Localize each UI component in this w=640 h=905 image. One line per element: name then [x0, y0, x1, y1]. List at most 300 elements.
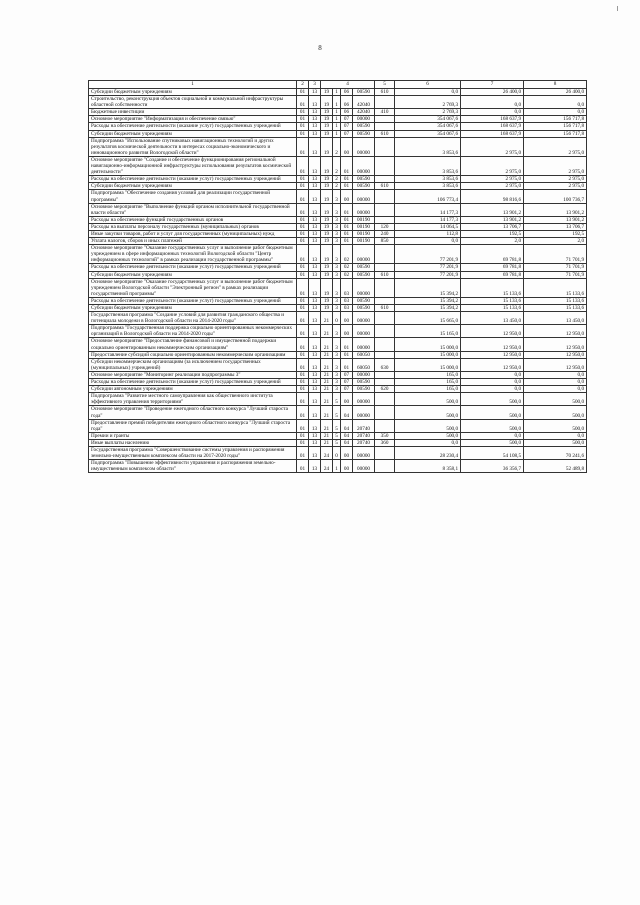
direction-code: 00000 [353, 338, 375, 351]
direction-code: 20740 [353, 419, 375, 432]
event-code: 01 [341, 358, 353, 371]
subprogram-code: 3 [333, 245, 341, 264]
amount-col7: 0,0 [461, 371, 524, 378]
column-header: 2 [297, 81, 309, 89]
amount-col8: 156 717,8 [524, 123, 587, 130]
direction-code: 20740 [353, 432, 375, 439]
amount-col6: 0,0 [395, 238, 461, 245]
amount-col8: 0,0 [524, 386, 587, 393]
row-name: Подпрограмма "Развитие местного самоуправления как общественного института эффективного управления территориями" [89, 393, 297, 406]
event-code: 07 [341, 379, 353, 386]
program-code: 19 [321, 238, 333, 245]
table-row [89, 379, 587, 386]
amount-col8: 2,0 [524, 238, 587, 245]
amount-col7: 69 781,8 [461, 271, 524, 278]
table-row [89, 432, 587, 439]
amount-col7: 500,0 [461, 406, 524, 419]
table-row [89, 278, 587, 297]
amount-col8: 0,0 [524, 371, 587, 378]
event-code: 01 [341, 223, 353, 230]
program-code: 19 [321, 183, 333, 190]
expense-type-code [375, 190, 395, 203]
section-code: 01 [297, 123, 309, 130]
amount-col8: 0,0 [524, 96, 587, 109]
event-code: 00 [341, 460, 353, 473]
direction-code: 00000 [353, 156, 375, 175]
row-name: Основное мероприятие "Оказание государственных услуг и выполнение работ бюджетным учреждением Вологодской области "Электронный регион" в рамках реализации государственной программы" [89, 278, 297, 297]
subprogram-code: 1 [333, 96, 341, 109]
subprogram-code: 3 [333, 379, 341, 386]
direction-code: 00590 [353, 297, 375, 304]
amount-col8: 2 975,0 [524, 137, 587, 156]
program-code: 24 [321, 460, 333, 473]
amount-col6: 14 064,5 [395, 223, 461, 230]
section-code: 01 [297, 406, 309, 419]
table-row [89, 312, 587, 325]
amount-col6: 500,0 [395, 419, 461, 432]
event-code: 06 [341, 96, 353, 109]
program-code: 19 [321, 271, 333, 278]
amount-col8: 12 950,0 [524, 358, 587, 371]
direction-code: 00000 [353, 371, 375, 378]
amount-col6: 15 000,0 [395, 338, 461, 351]
amount-col8: 12 950,0 [524, 338, 587, 351]
event-code: 03 [341, 297, 353, 304]
subsection-code: 13 [309, 432, 321, 439]
amount-col6: 15 000,0 [395, 358, 461, 371]
program-code: 19 [321, 245, 333, 264]
amount-col8: 192,5 [524, 230, 587, 237]
subprogram-code: 2 [333, 137, 341, 156]
direction-code: 60050 [353, 358, 375, 371]
table-row [89, 176, 587, 183]
table-row [89, 419, 587, 432]
amount-col6: 500,0 [395, 393, 461, 406]
amount-col6: 77 201,9 [395, 245, 461, 264]
expense-type-code [375, 123, 395, 130]
subsection-code: 13 [309, 379, 321, 386]
amount-col8: 2 975,0 [524, 176, 587, 183]
amount-col8: 500,0 [524, 419, 587, 432]
event-code: 07 [341, 371, 353, 378]
event-code: 00 [341, 137, 353, 156]
program-code: 21 [321, 386, 333, 393]
amount-col8: 156 717,8 [524, 116, 587, 123]
table-row [89, 123, 587, 130]
column-header: 8 [524, 81, 587, 89]
program-code: 21 [321, 393, 333, 406]
amount-col6: 14 177,3 [395, 216, 461, 223]
program-code: 21 [321, 371, 333, 378]
table-row [89, 264, 587, 271]
subsection-code: 13 [309, 419, 321, 432]
program-code: 19 [321, 216, 333, 223]
amount-col7: 168 637,9 [461, 130, 524, 137]
row-name: Подпрограмма "Государственная поддержка социально ориентированных некоммерческих организаций в Вологодской области на 2014-2020 годы" [89, 325, 297, 338]
row-name: Субсидии автономным учреждениям [89, 386, 297, 393]
amount-col7: 500,0 [461, 393, 524, 406]
section-code: 01 [297, 460, 309, 473]
amount-col7: 0,0 [461, 432, 524, 439]
program-code: 19 [321, 223, 333, 230]
section-code: 01 [297, 245, 309, 264]
amount-col7: 36 356,7 [461, 460, 524, 473]
expense-type-code [375, 216, 395, 223]
amount-col8: 500,0 [524, 393, 587, 406]
table-row [89, 460, 587, 473]
amount-col7: 98 816,6 [461, 190, 524, 203]
direction-code: 00190 [353, 216, 375, 223]
section-code: 01 [297, 190, 309, 203]
amount-col8: 0,0 [524, 379, 587, 386]
amount-col8: 100 736,7 [524, 190, 587, 203]
section-code: 01 [297, 305, 309, 312]
program-code: 19 [321, 130, 333, 137]
amount-col8: 156 717,8 [524, 130, 587, 137]
amount-col6: 2 769,3 [395, 96, 461, 109]
amount-col6: 3 853,6 [395, 137, 461, 156]
table-row [89, 325, 587, 338]
expense-type-code: 350 [375, 432, 395, 439]
amount-col7: 13 706,7 [461, 223, 524, 230]
expense-type-code [375, 176, 395, 183]
subsection-code: 13 [309, 156, 321, 175]
program-code: 21 [321, 439, 333, 446]
amount-col6: 3 853,6 [395, 176, 461, 183]
table-row [89, 238, 587, 245]
amount-col7: 192,5 [461, 230, 524, 237]
event-code: 01 [341, 156, 353, 175]
amount-col7: 12 950,0 [461, 351, 524, 358]
amount-col6: 3 853,6 [395, 183, 461, 190]
row-name: Субсидии бюджетным учреждениям [89, 305, 297, 312]
amount-col8: 2 975,0 [524, 183, 587, 190]
row-name: Основное мероприятие "Оказание государственных услуг и выполнение работ бюджетным учреждением в сфере информационных технологий Вологодской области "Центр информационных технологий" в рамках реализации государственной программы" [89, 245, 297, 264]
section-code: 01 [297, 439, 309, 446]
section-code: 01 [297, 96, 309, 109]
subsection-code: 13 [309, 297, 321, 304]
event-code: 00 [341, 393, 353, 406]
subprogram-code: 1 [333, 130, 341, 137]
subsection-code: 13 [309, 183, 321, 190]
event-code: 01 [341, 351, 353, 358]
amount-col8: 12 950,0 [524, 325, 587, 338]
direction-code: 20740 [353, 439, 375, 446]
subsection-code: 13 [309, 393, 321, 406]
direction-code: 00000 [353, 245, 375, 264]
expense-type-code [375, 312, 395, 325]
subprogram-code: 3 [333, 264, 341, 271]
section-code: 01 [297, 216, 309, 223]
subprogram-code: 3 [333, 358, 341, 371]
subprogram-code: 3 [333, 371, 341, 378]
amount-col6: 165,0 [395, 379, 461, 386]
subsection-code: 13 [309, 386, 321, 393]
event-code: 01 [341, 176, 353, 183]
subsection-code: 13 [309, 264, 321, 271]
table-row [89, 439, 587, 446]
amount-col7: 0,0 [461, 386, 524, 393]
expense-type-code [375, 96, 395, 109]
table-row [89, 156, 587, 175]
table-row [89, 358, 587, 371]
expense-type-code [375, 460, 395, 473]
amount-col6: 354 067,6 [395, 130, 461, 137]
row-name: Расходы на обеспечение функций государственных органов [89, 216, 297, 223]
amount-col7: 0,0 [461, 379, 524, 386]
amount-col6: 77 201,9 [395, 271, 461, 278]
amount-col6: 112,8 [395, 230, 461, 237]
amount-col7: 54 108,5 [461, 446, 524, 459]
program-code: 19 [321, 116, 333, 123]
amount-col7: 12 950,0 [461, 338, 524, 351]
amount-col6: 15 000,0 [395, 351, 461, 358]
section-code: 01 [297, 358, 309, 371]
direction-code: 00590 [353, 123, 375, 130]
row-name: Субсидии бюджетным учреждениям [89, 89, 297, 96]
program-code: 19 [321, 264, 333, 271]
amount-col6: 14 177,3 [395, 203, 461, 216]
section-code: 01 [297, 203, 309, 216]
row-name: Строительство, реконструкция объектов социальной и коммунальной инфраструктуры областной собственности [89, 96, 297, 109]
table-header-row [89, 81, 587, 89]
amount-col8: 2 975,0 [524, 156, 587, 175]
amount-col6: 8 358,1 [395, 460, 461, 473]
event-code: 06 [341, 109, 353, 116]
amount-col7: 12 950,0 [461, 358, 524, 371]
row-name: Расходы на обеспечение деятельности (оказание услуг) государственных учреждений [89, 264, 297, 271]
subprogram-code: 3 [333, 271, 341, 278]
table-row [89, 89, 587, 96]
table-row [89, 386, 587, 393]
subprogram-code: 3 [333, 338, 341, 351]
subprogram-code: 3 [333, 278, 341, 297]
subsection-code: 13 [309, 305, 321, 312]
section-code: 01 [297, 183, 309, 190]
direction-code: 00590 [353, 386, 375, 393]
program-code: 19 [321, 109, 333, 116]
section-code: 01 [297, 338, 309, 351]
amount-col6: 500,0 [395, 432, 461, 439]
section-code: 01 [297, 238, 309, 245]
direction-code: 00590 [353, 130, 375, 137]
program-code: 21 [321, 419, 333, 432]
section-code: 01 [297, 297, 309, 304]
amount-col7: 2 975,0 [461, 176, 524, 183]
column-header: 6 [395, 81, 461, 89]
expense-type-code [375, 406, 395, 419]
subprogram-code: 1 [333, 89, 341, 96]
row-name: Субсидии бюджетным учреждениям [89, 271, 297, 278]
amount-col8: 13 901,2 [524, 216, 587, 223]
amount-col7: 12 950,0 [461, 325, 524, 338]
subprogram-code: 3 [333, 305, 341, 312]
amount-col6: 28 230,4 [395, 446, 461, 459]
event-code: 01 [341, 230, 353, 237]
amount-col8: 70 241,6 [524, 446, 587, 459]
direction-code: 60050 [353, 351, 375, 358]
subsection-code: 13 [309, 358, 321, 371]
row-name: Иные выплаты населению [89, 439, 297, 446]
subprogram-code: 5 [333, 406, 341, 419]
row-name: Основное мероприятие "Информатизация и обеспечение связью" [89, 116, 297, 123]
subsection-code: 13 [309, 130, 321, 137]
expense-type-code [375, 137, 395, 156]
direction-code: 00000 [353, 203, 375, 216]
direction-code: 00590 [353, 183, 375, 190]
direction-code: 00000 [353, 312, 375, 325]
table-row [89, 371, 587, 378]
program-code: 21 [321, 432, 333, 439]
table-row [89, 230, 587, 237]
direction-code: 00000 [353, 278, 375, 297]
event-code: 01 [341, 338, 353, 351]
program-code: 19 [321, 278, 333, 297]
direction-code: 00590 [353, 89, 375, 96]
section-code: 01 [297, 89, 309, 96]
section-code: 01 [297, 393, 309, 406]
amount-col8: 15 133,6 [524, 278, 587, 297]
amount-col6: 15 394,2 [395, 297, 461, 304]
subsection-code: 13 [309, 278, 321, 297]
amount-col7: 15 133,6 [461, 278, 524, 297]
section-code: 01 [297, 176, 309, 183]
amount-col6: 106 773,4 [395, 190, 461, 203]
program-code: 21 [321, 338, 333, 351]
row-name: Расходы на обеспечение деятельности (оказание услуг) государственных учреждений [89, 379, 297, 386]
direction-code: 00590 [353, 305, 375, 312]
amount-col7: 2 975,0 [461, 137, 524, 156]
section-code: 01 [297, 379, 309, 386]
amount-col6: 15 665,0 [395, 312, 461, 325]
subprogram-code: 5 [333, 439, 341, 446]
program-code: 19 [321, 123, 333, 130]
section-code: 01 [297, 116, 309, 123]
amount-col7: 0,0 [461, 96, 524, 109]
subprogram-code: 1 [333, 460, 341, 473]
row-name: Основное мероприятие "Предоставление финансовой и имущественной поддержки социально ориентированным некоммерческим организациям" [89, 338, 297, 351]
expense-type-code [375, 371, 395, 378]
subsection-code: 13 [309, 460, 321, 473]
subprogram-code: 1 [333, 123, 341, 130]
table-row [89, 203, 587, 216]
subprogram-code: 3 [333, 190, 341, 203]
amount-col6: 0,0 [395, 89, 461, 96]
subsection-code: 13 [309, 439, 321, 446]
section-code: 01 [297, 223, 309, 230]
program-code: 21 [321, 312, 333, 325]
expense-type-code [375, 419, 395, 432]
row-name: Расходы на обеспечение деятельности (оказание услуг) государственных учреждений [89, 297, 297, 304]
direction-code: 00000 [353, 460, 375, 473]
amount-col7: 2,0 [461, 238, 524, 245]
program-code: 24 [321, 446, 333, 459]
amount-col8: 0,0 [524, 432, 587, 439]
amount-col7: 15 133,6 [461, 297, 524, 304]
row-name: Расходы на обеспечение деятельности (оказание услуг) государственных учреждений [89, 176, 297, 183]
amount-col8: 71 701,9 [524, 264, 587, 271]
program-code: 19 [321, 89, 333, 96]
row-name: Подпрограмма "Использование спутниковых навигационных технологий и других результатов космической деятельности в интересах социально-экономического и инновационного развития Вологодской области" [89, 137, 297, 156]
subsection-code: 13 [309, 406, 321, 419]
amount-col6: 165,0 [395, 386, 461, 393]
amount-col6: 2 769,3 [395, 109, 461, 116]
row-name: Предоставление субсидий социально ориентированным некоммерческим организациям [89, 351, 297, 358]
event-code: 00 [341, 446, 353, 459]
expense-type-code: 610 [375, 305, 395, 312]
row-name: Субсидии некоммерческим организациям (за исключением государственных (муниципальных) учреждений) [89, 358, 297, 371]
section-code: 01 [297, 137, 309, 156]
table-row [89, 406, 587, 419]
subsection-code: 13 [309, 338, 321, 351]
row-name: Основное мероприятие "Создание и обеспечение функционирования региональной навигационно-информационной инфраструктуры использования результатов космической деятельности" [89, 156, 297, 175]
amount-col7: 26 400,0 [461, 89, 524, 96]
program-code: 21 [321, 325, 333, 338]
program-code: 21 [321, 379, 333, 386]
table-row [89, 338, 587, 351]
program-code: 19 [321, 96, 333, 109]
program-code: 19 [321, 297, 333, 304]
event-code: 07 [341, 116, 353, 123]
expense-type-code [375, 156, 395, 175]
row-name: Государственная программа "Совершенствование системы управления и распоряжения земельно-имущественным комплексом области на 2017-2020 годы" [89, 446, 297, 459]
subprogram-code: 5 [333, 419, 341, 432]
subprogram-code: 3 [333, 223, 341, 230]
amount-col8: 13 450,0 [524, 312, 587, 325]
subprogram-code: 2 [333, 176, 341, 183]
table-row [89, 223, 587, 230]
subsection-code: 13 [309, 223, 321, 230]
section-code: 01 [297, 312, 309, 325]
section-code: 01 [297, 264, 309, 271]
amount-col6: 15 394,2 [395, 305, 461, 312]
amount-col6: 165,0 [395, 371, 461, 378]
subsection-code: 13 [309, 96, 321, 109]
expense-type-code: 610 [375, 183, 395, 190]
direction-code: 42040 [353, 109, 375, 116]
subsection-code: 13 [309, 109, 321, 116]
amount-col7: 13 901,2 [461, 203, 524, 216]
expense-type-code [375, 278, 395, 297]
expense-type-code: 850 [375, 238, 395, 245]
amount-col6: 0,0 [395, 439, 461, 446]
expense-type-code: 120 [375, 223, 395, 230]
event-code: 00 [341, 325, 353, 338]
direction-code: 00590 [353, 176, 375, 183]
subsection-code: 13 [309, 325, 321, 338]
subsection-code: 13 [309, 351, 321, 358]
subsection-code: 13 [309, 245, 321, 264]
direction-code: 00000 [353, 325, 375, 338]
row-name: Предоставление премий победителям ежегодного областного конкурса "Лучший староста года" [89, 419, 297, 432]
subprogram-code: 2 [333, 183, 341, 190]
event-code: 03 [341, 305, 353, 312]
row-name: Основное мероприятие "Проведение ежегодного областного конкурса "Лучший староста года" [89, 406, 297, 419]
expense-type-code: 610 [375, 130, 395, 137]
section-code: 01 [297, 130, 309, 137]
direction-code: 00590 [353, 264, 375, 271]
amount-col6: 15 165,0 [395, 325, 461, 338]
row-name: Субсидии бюджетным учреждениям [89, 183, 297, 190]
row-name: Расходы на обеспечение деятельности (оказание услуг) государственных учреждений [89, 123, 297, 130]
amount-col8: 12 950,0 [524, 351, 587, 358]
direction-code: 00590 [353, 379, 375, 386]
amount-col7: 168 637,9 [461, 123, 524, 130]
table-row [89, 109, 587, 116]
table-row [89, 305, 587, 312]
column-header: 5 [375, 81, 395, 89]
direction-code: 00000 [353, 446, 375, 459]
